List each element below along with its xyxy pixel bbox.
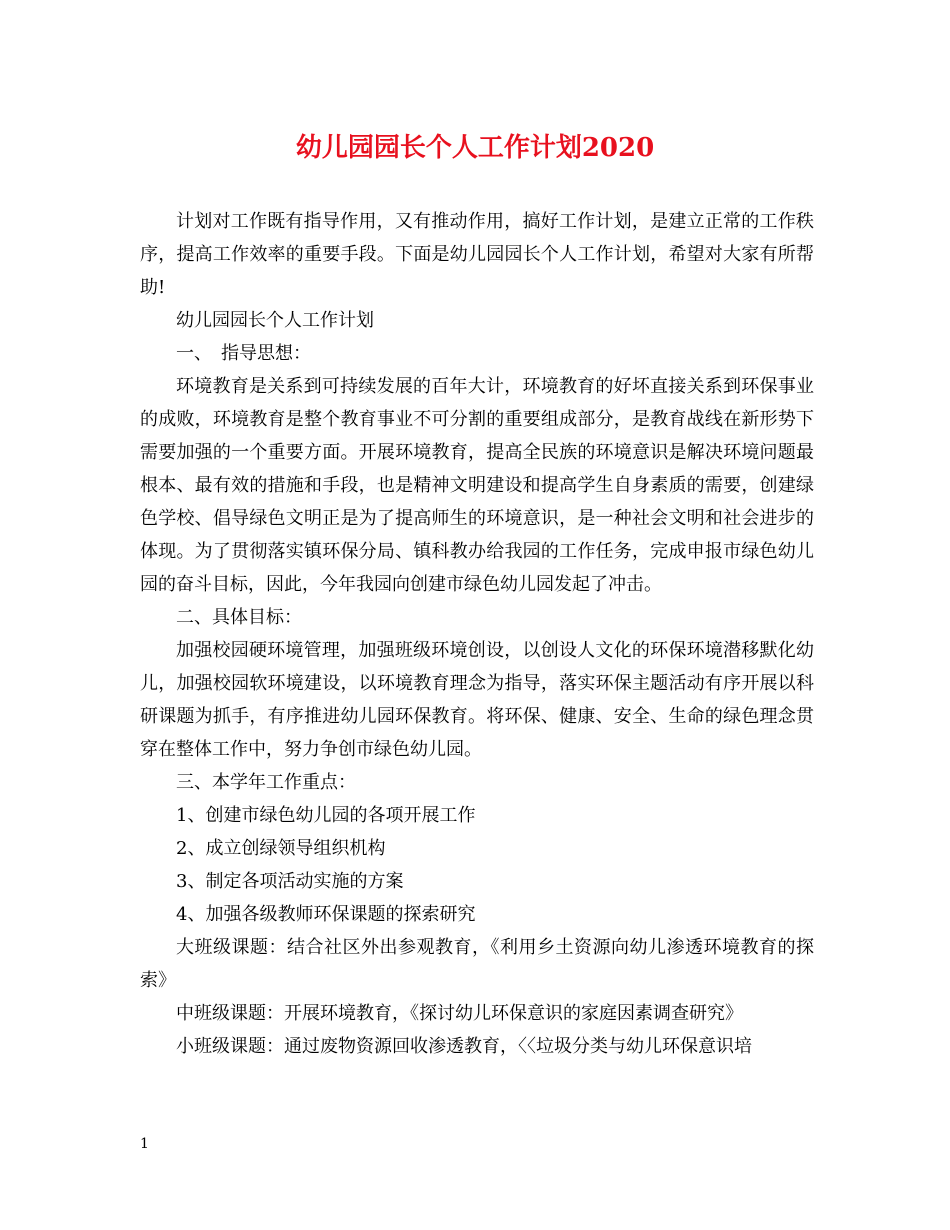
specific-goals-paragraph: 加强校园硬环境管理，加强班级环境创设，以创设人文化的环保环境潜移默化幼儿，加强校园软环境建设，以环境教育理念为指导，落实环保主题活动有序开展以科研课题为抓手，有序推进幼儿园环保教育。将环保、健康、安全、生命的绿色理念贯穿在整体工作中，努力争创市绿色幼儿园。 <box>140 640 814 760</box>
document-title: 幼儿园园长个人工作计划2020 <box>295 133 655 163</box>
intro-paragraph: 计划对工作既有指导作用，又有推动作用，搞好工作计划，是建立正常的工作秩序，提高工作效率的重要手段。下面是幼儿园园长个人工作计划，希望对大家有所帮助! <box>140 211 814 298</box>
guiding-thought-paragraph: 环境教育是关系到可持续发展的百年大计，环境教育的好坏直接关系到环保事业的成败，环境教育是整个教育事业不可分割的重要组成部分，是教育战线在新形势下需要加强的一个重要方面。开展环境教育，提高全民族的环境意识是解决环境问题最根本、最有效的措施和手段，也是精神文明建设和提高学生自身素质的需要，创建绿色学校、倡导绿色文明正是为了提高师生的环境意识，是一种社会文明和社会进步的体现。为了贯彻落实镇环保分局、镇科教办给我园的工作任务，完成申报市绿色幼儿园的奋斗目标，因此，今年我园向创建市绿色幼儿园发起了冲击。 <box>140 376 814 595</box>
list-item: 3、制定各项活动实施的方案 <box>176 871 404 892</box>
document-body <box>140 205 814 1063</box>
junior-class-topic: 小班级课题：通过废物资源回收渗透教育，〈〈垃圾分类与幼儿环保意识培 <box>176 1036 752 1057</box>
section-heading-specific-goals: 二、具体目标： <box>176 607 302 628</box>
senior-class-topic: 大班级课题：结合社区外出参观教育，《利用乡土资源向幼儿渗透环境教育的探索》 <box>140 937 814 991</box>
section-heading-key-work: 三、本学年工作重点： <box>176 772 356 793</box>
middle-class-topic: 中班级课题：开展环境教育，《探讨幼儿环保意识的家庭因素调查研究》 <box>176 1003 743 1024</box>
section-heading-guiding-thought: 一、 指导思想： <box>176 343 311 364</box>
list-item: 2、成立创绿领导组织机构 <box>176 838 386 859</box>
list-item: 1、创建市绿色幼儿园的各项开展工作 <box>176 805 476 826</box>
subtitle-line: 幼儿园园长个人工作计划 <box>176 310 374 331</box>
list-item: 4、加强各级教师环保课题的探索研究 <box>176 904 476 925</box>
page-number: 1 <box>140 1136 149 1152</box>
